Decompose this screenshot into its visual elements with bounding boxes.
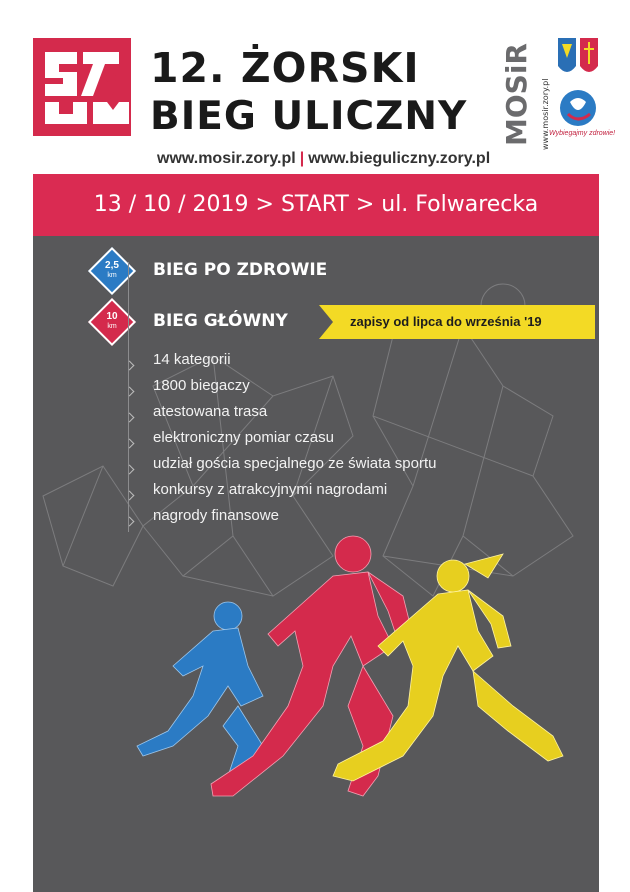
city-crest-icon (556, 36, 600, 80)
race-name-health-run: BIEG PO ZDROWIE (153, 260, 328, 280)
distance-label-10: 10 km (106, 311, 118, 330)
feature-item: konkursy z atrakcyjnymi nagrodami (153, 481, 388, 498)
mosir-brand-text: MOSiR (500, 43, 532, 146)
distance-label-2-5: 2,5 km (105, 260, 119, 279)
registration-note: zapisy od lipca do września '19 (350, 314, 542, 329)
event-date-location: 13 / 10 / 2019 > START > ul. Folwarecka (93, 192, 539, 217)
blue-runner-icon (137, 602, 263, 781)
feature-item: 14 kategorii (153, 351, 231, 368)
mosir-url-link[interactable]: www.mosir.zory.pl (157, 150, 296, 167)
heart-slogan: Wybiegajmy zdrowie! (549, 130, 616, 137)
mosir-vertical-url-text: www.mosir.zory.pl (541, 78, 550, 150)
banner-notch (319, 305, 349, 339)
feature-item: 1800 biegaczy (153, 377, 250, 394)
feature-item: nagrody finansowe (153, 507, 279, 524)
event-logo (33, 38, 131, 136)
runner-logo-icon (33, 38, 131, 136)
feature-item: udział gościa specjalnego ze świata sportu (153, 455, 437, 472)
feature-item: elektroniczny pomiar czasu (153, 429, 334, 446)
event-title-line1: 12. ŻORSKI (150, 44, 420, 92)
feature-item: atestowana trasa (153, 403, 268, 420)
website-links (157, 150, 490, 168)
race-name-main-run: BIEG GŁÓWNY (153, 311, 288, 331)
event-title-line2: BIEG ULICZNY (150, 94, 468, 139)
bieg-url-link[interactable]: www.bieguliczny.zory.pl (308, 150, 491, 167)
heart-runner-icon (556, 88, 600, 128)
mosir-logo-icon (500, 36, 532, 148)
url-separator: | (299, 150, 305, 167)
